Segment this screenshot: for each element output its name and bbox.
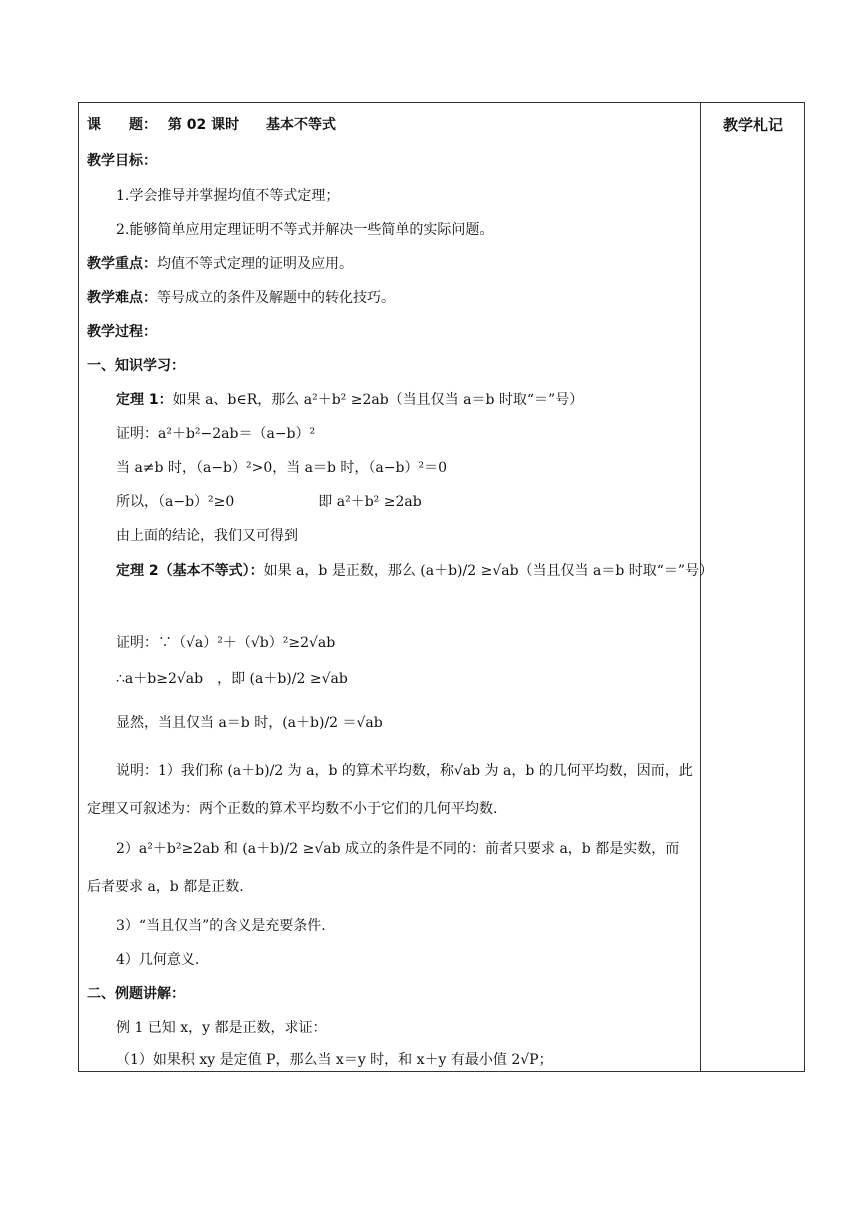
note-4: 4）几何意义. — [116, 952, 200, 968]
proof-2: 证明：∵（√a）²＋（√b）²≥2√ab — [116, 635, 336, 651]
lesson-topic: 基本不等式 — [265, 117, 336, 133]
theorem-1-text: 如果 a、b∈R，那么 a²＋b² ≥2ab（当且仅当 a＝b 时取“＝”号） — [172, 392, 584, 408]
proof-1: 证明：a²＋b²−2ab＝（a−b）² — [116, 426, 316, 442]
equality-line: 显然，当且仅当 a＝b 时，(a＋b)/2 ＝√ab — [116, 715, 383, 731]
lesson-number: 第 02 课时 — [167, 117, 240, 133]
lesson-page — [78, 102, 806, 1073]
theorem-1 — [116, 389, 583, 409]
section-examples: 二、例题讲解： — [87, 986, 185, 1002]
side-title: 教学札记 — [722, 116, 783, 134]
objectives-heading: 教学目标： — [87, 153, 157, 169]
therefore-line: ∴a＋b≥2√ab ，即 (a＋b)/2 ≥√ab — [116, 671, 348, 687]
note-2: 2）a²＋b²≥2ab 和 (a＋b)/2 ≥√ab 成立的条件是不同的：前者只要求 a，b 都是实数，而后者要求 a，b 都是正数. — [87, 841, 680, 895]
key-point — [87, 253, 353, 273]
theorem-2 — [116, 560, 713, 580]
example-1: 例 1 已知 x，y 都是正数，求证： — [116, 1020, 327, 1036]
objective-item: 2.能够简单应用定理证明不等式并解决一些简单的实际问题。 — [116, 222, 494, 238]
key-point-label: 教学重点： — [87, 256, 157, 272]
key-point-text: 均值不等式定理的证明及应用。 — [157, 256, 353, 272]
note-1: 说明：1）我们称 (a＋b)/2 为 a，b 的算术平均数，称√ab 为 a，b 的几何平均数，因而，此定理又可叙述为：两个正数的算术平均数不小于它们的几何平均数. — [87, 763, 693, 817]
difficulty — [87, 287, 395, 307]
case-line: 当 a≠b 时，（a−b）²>0，当 a＝b 时，（a−b）²＝0 — [116, 460, 447, 476]
theorem-1-label: 定理 1： — [116, 392, 173, 408]
theorem-2-text: 如果 a，b 是正数，那么 (a＋b)/2 ≥√ab（当且仅当 a＝b 时取“＝”号） — [263, 563, 714, 579]
difficulty-label: 教学难点： — [87, 290, 157, 306]
conclusion-1: 所以，（a−b）²≥0 即 a²＋b² ≥2ab — [116, 494, 422, 510]
difficulty-text: 等号成立的条件及解题中的转化技巧。 — [157, 290, 395, 306]
section-knowledge: 一、知识学习： — [87, 358, 185, 374]
process-heading: 教学过程： — [87, 324, 157, 340]
derive-line: 由上面的结论，我们又可得到 — [116, 528, 298, 544]
theorem-2-label: 定理 2（基本不等式）： — [116, 563, 264, 579]
objective-item: 1.学会推导并掌握均值不等式定理； — [116, 188, 340, 204]
example-1-part-1: （1）如果积 xy 是定值 P，那么当 x＝y 时，和 x＋y 有最小值 2√P； — [116, 1052, 553, 1068]
header-row — [87, 114, 336, 134]
course-label: 课 题： — [87, 117, 157, 133]
note-3: 3）“当且仅当”的含义是充要条件. — [116, 918, 326, 934]
column-divider — [700, 102, 701, 1072]
